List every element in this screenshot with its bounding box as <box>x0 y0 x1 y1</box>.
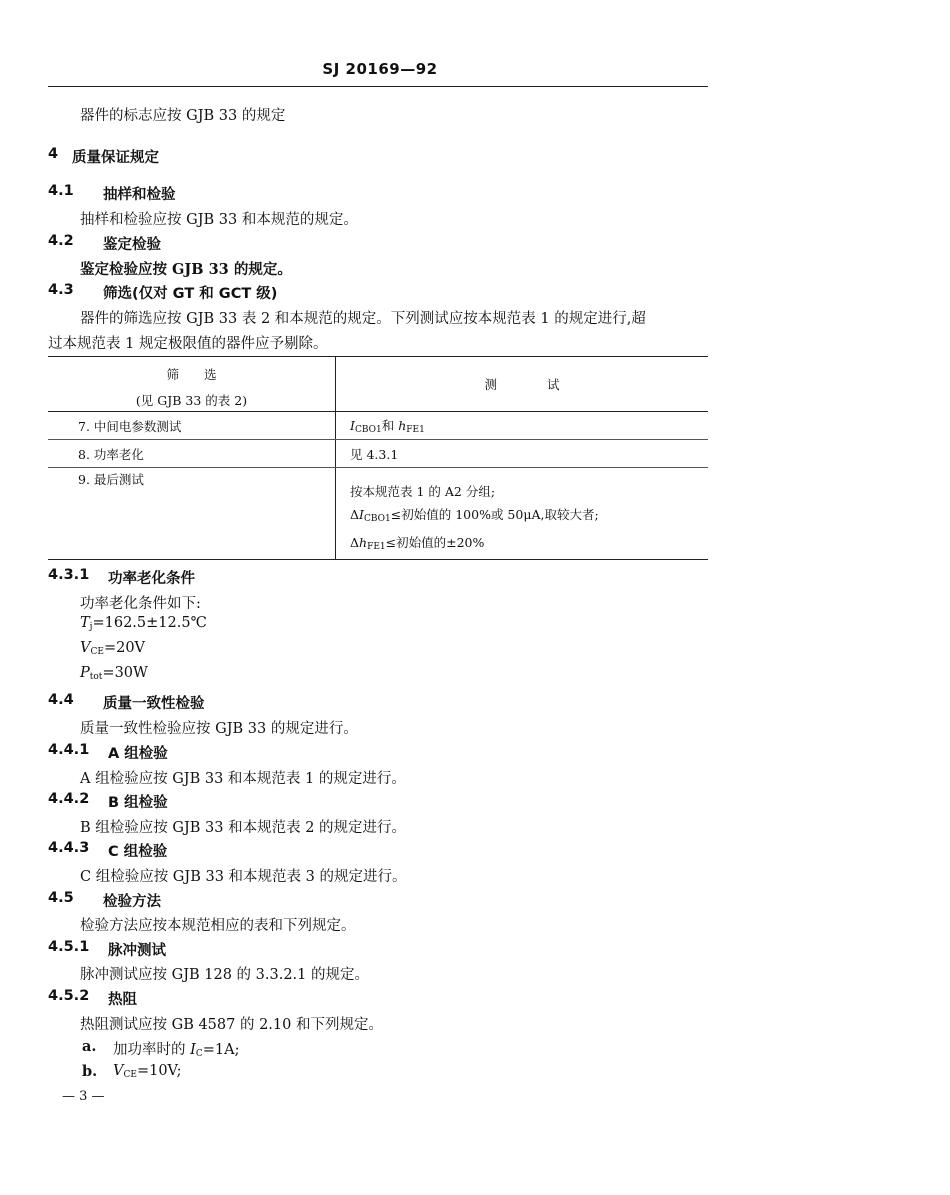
item-b-label: b. <box>82 1063 98 1080</box>
cond-ptot: $P_{tot}=30W$ <box>80 665 148 682</box>
s4-3-title: 筛选(仅对 GT 和 GCT 级) <box>103 286 278 302</box>
table-row <box>48 412 708 440</box>
s4-3-number: 4.3 <box>48 282 74 298</box>
s4-1-title: 抽样和检验 <box>103 187 176 203</box>
header-rule <box>48 86 708 87</box>
document-number: SJ 20169—92 <box>322 60 438 78</box>
s4-5-1-title: 脉冲测试 <box>108 943 166 959</box>
table-cell-test: 见 4.3.1 <box>336 440 709 468</box>
table-header-screening-line2: (见 GJB 33 的表 2) <box>135 393 248 408</box>
s4-5-1-text: 脉冲测试应按 GJB 128 的 3.3.2.1 的规定。 <box>80 967 370 983</box>
s4-3-text-line2: 过本规范表 1 规定极限值的器件应予剔除。 <box>48 336 328 352</box>
s4-4-1-text: A 组检验应按 GJB 33 和本规范表 1 的规定进行。 <box>80 771 406 787</box>
s4-3-1-text: 功率老化条件如下: <box>80 596 201 612</box>
screening-table <box>48 356 708 560</box>
s4-1-number: 4.1 <box>48 183 74 199</box>
s4-4-3-text: C 组检验应按 GJB 33 和本规范表 3 的规定进行。 <box>80 869 407 885</box>
s4-5-text: 检验方法应按本规范相应的表和下列规定。 <box>80 918 356 934</box>
table-header-test: 测 试 <box>336 357 709 412</box>
s4-4-text: 质量一致性检验应按 GJB 33 的规定进行。 <box>80 721 358 737</box>
s4-4-number: 4.4 <box>48 692 74 708</box>
final-test-line2: $\Delta I_{CBO1}\le$初始值的 100%或 50μA,取较大者; <box>350 507 599 524</box>
s4-4-2-number: 4.4.2 <box>48 791 90 807</box>
table-cell-step: 9. 最后测试 <box>48 468 336 560</box>
s4-5-1-number: 4.5.1 <box>48 939 90 955</box>
page-number: — 3 — <box>62 1089 105 1104</box>
s4-4-2-title: B 组检验 <box>108 795 168 811</box>
s4-2-title: 鉴定检验 <box>103 237 161 253</box>
section-4-number: 4 <box>48 146 59 162</box>
item-a-label: a. <box>82 1038 97 1055</box>
s4-2-text: 鉴定检验应按 GJB 33 的规定。 <box>80 261 292 278</box>
final-test-line1: 按本规范表 1 的 A2 分组; <box>350 484 496 499</box>
s4-3-1-title: 功率老化条件 <box>108 571 195 587</box>
s4-4-title: 质量一致性检验 <box>103 696 205 712</box>
s4-3-1-number: 4.3.1 <box>48 567 90 583</box>
table-header-screening-line1: 筛 选 <box>166 367 217 382</box>
s4-5-2-title: 热阻 <box>108 992 137 1008</box>
s4-4-3-title: C 组检验 <box>108 844 168 860</box>
table-header-screening <box>48 357 336 412</box>
s4-5-number: 4.5 <box>48 890 74 906</box>
s4-5-2-number: 4.5.2 <box>48 988 90 1004</box>
s4-5-title: 检验方法 <box>103 894 161 910</box>
table-row <box>48 440 708 468</box>
table-cell-step: 7. 中间电参数测试 <box>48 412 336 440</box>
section-4-title: 质量保证规定 <box>72 150 159 166</box>
s4-4-1-number: 4.4.1 <box>48 742 90 758</box>
s4-5-2-text: 热阻测试应按 GB 4587 的 2.10 和下列规定。 <box>80 1017 383 1033</box>
table-cell-test <box>336 468 709 560</box>
final-test-line3: $\Delta h_{FE1}\le$初始值的±20% <box>350 535 485 552</box>
cond-vce: $V_{CE}=20V$ <box>80 640 146 657</box>
intro-line: 器件的标志应按 GJB 33 的规定 <box>80 108 286 124</box>
item-a-text: 加功率时的 $I_C=1A$; <box>113 1042 240 1059</box>
table-row <box>48 468 708 560</box>
s4-4-2-text: B 组检验应按 GJB 33 和本规范表 2 的规定进行。 <box>80 820 407 836</box>
s4-3-text-line1: 器件的筛选应按 GJB 33 表 2 和本规范的规定。下列测试应按本规范表 1 的规定进行,超 <box>80 311 646 327</box>
cond-tj: $T_j=162.5\pm 12.5℃$ <box>80 615 207 632</box>
s4-4-3-number: 4.4.3 <box>48 840 90 856</box>
s4-4-1-title: A 组检验 <box>108 746 168 762</box>
s4-1-text: 抽样和检验应按 GJB 33 和本规范的规定。 <box>80 212 358 228</box>
item-b-text: $V_{CE}=10V$; <box>113 1063 182 1080</box>
table-cell-step: 8. 功率老化 <box>48 440 336 468</box>
s4-2-number: 4.2 <box>48 233 74 249</box>
table-cell-test: $I_{CBO1}$和 $h_{FE1}$ <box>336 412 709 440</box>
